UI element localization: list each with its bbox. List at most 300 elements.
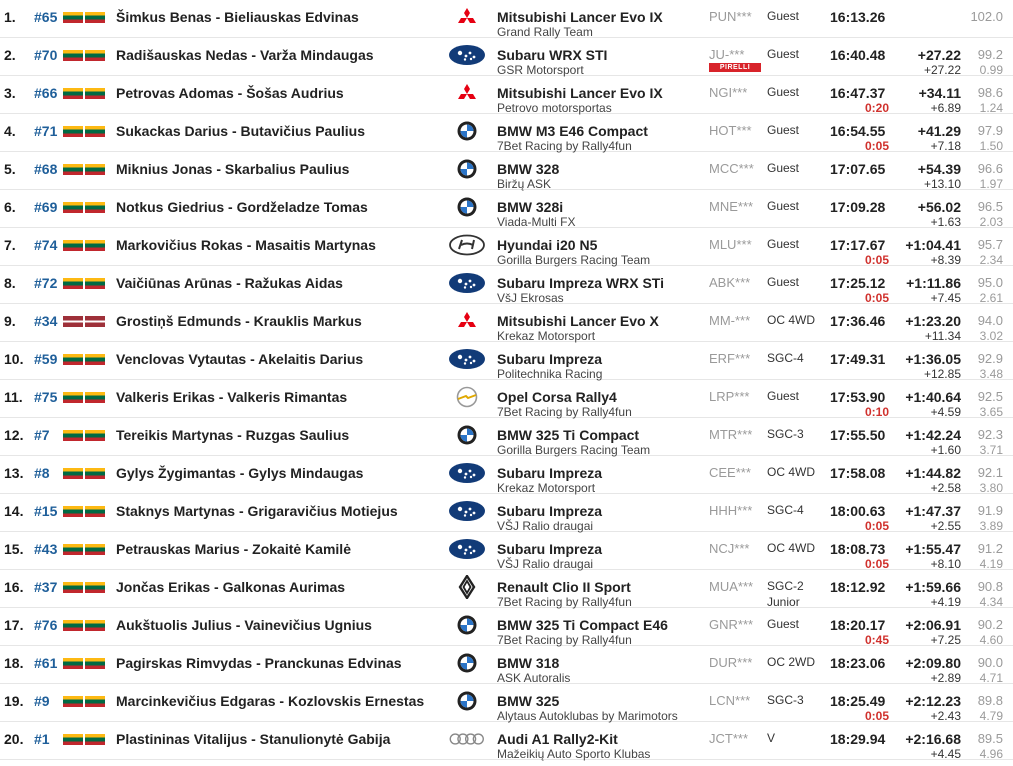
gap-to-previous: +13.10	[923, 177, 961, 191]
gap-to-leader: +1:36.05	[905, 351, 961, 367]
stage-time: 17:53.90	[830, 389, 886, 405]
crew-names[interactable]: Šimkus Benas - Bieliauskas Edvinas	[116, 9, 359, 25]
flag-lt-icon	[63, 88, 83, 99]
bmw-logo	[448, 157, 486, 181]
car-model: Mitsubishi Lancer Evo IX	[497, 9, 663, 25]
crew-names[interactable]: Sukackas Darius - Butavičius Paulius	[116, 123, 365, 139]
team-name: GSR Motorsport	[497, 63, 584, 77]
penalty-time: 0:05	[864, 709, 889, 723]
percent-value: 96.6	[977, 161, 1003, 176]
result-row[interactable]	[0, 418, 1013, 456]
flag-lt-icon	[85, 88, 105, 99]
nationality-flags	[63, 240, 105, 251]
position: 16.	[4, 579, 24, 595]
gap-to-leader: +1:23.20	[905, 313, 961, 329]
crew-names[interactable]: Pagirskas Rimvydas - Pranckunas Edvinas	[116, 655, 402, 671]
subaru-logo	[448, 347, 486, 371]
car-model: Mitsubishi Lancer Evo X	[497, 313, 659, 329]
position: 15.	[4, 541, 24, 557]
result-row[interactable]	[0, 266, 1013, 304]
percent-value: 89.5	[977, 731, 1003, 746]
gap-to-previous: +2.58	[930, 481, 961, 495]
flag-lt-icon	[63, 696, 83, 707]
percent-value: 90.0	[977, 655, 1003, 670]
flag-lt-icon	[63, 658, 83, 669]
result-row[interactable]	[0, 304, 1013, 342]
mitsubishi-logo	[448, 81, 486, 105]
class-label: Guest	[767, 123, 800, 137]
flag-lt-icon	[63, 126, 83, 137]
class-label: SGC-4	[767, 351, 804, 365]
percent-value: 92.3	[977, 427, 1003, 442]
penalty-time: 0:05	[864, 519, 889, 533]
seconds-per-km: 1.97	[979, 177, 1003, 191]
car-number[interactable]: #72	[34, 275, 58, 291]
car-model: Subaru Impreza	[497, 541, 603, 557]
stage-time: 17:25.12	[830, 275, 886, 291]
seconds-per-km: 2.03	[979, 215, 1003, 229]
entry-code: MLU***	[709, 237, 752, 252]
class-label: Guest	[767, 617, 800, 631]
crew-names[interactable]: Vaičiūnas Arūnas - Ražukas Aidas	[116, 275, 343, 291]
flag-lt-icon	[63, 468, 83, 479]
bmw-logo	[448, 119, 486, 143]
team-name: 7Bet Racing by Rally4fun	[497, 139, 632, 153]
flag-lt-icon	[63, 354, 83, 365]
car-number[interactable]: #43	[34, 541, 58, 557]
car-number[interactable]: #59	[34, 351, 58, 367]
flag-lt-icon	[85, 202, 105, 213]
class-label: SGC-3	[767, 693, 804, 707]
team-name: Krekaz Motorsport	[497, 329, 596, 343]
car-model: BMW 325	[497, 693, 560, 709]
percent-value: 102.0	[970, 9, 1003, 24]
nationality-flags	[63, 430, 105, 441]
team-name: Gorilla Burgers Racing Team	[497, 253, 651, 267]
percent-value: 94.0	[977, 313, 1003, 328]
stage-time: 18:25.49	[830, 693, 886, 709]
percent-value: 92.1	[977, 465, 1003, 480]
nationality-flags	[63, 544, 105, 555]
nationality-flags	[63, 468, 105, 479]
flag-lt-icon	[85, 392, 105, 403]
car-model: Subaru Impreza	[497, 465, 603, 481]
entry-code: CEE***	[709, 465, 751, 480]
car-number[interactable]: #65	[34, 9, 58, 25]
class-sublabel: Junior	[767, 595, 800, 609]
car-number[interactable]: #34	[34, 313, 58, 329]
team-name: VŠJ Ralio draugai	[497, 557, 594, 571]
car-model: Subaru Impreza	[497, 503, 603, 519]
gap-to-leader: +1:40.64	[905, 389, 961, 405]
result-row[interactable]	[0, 342, 1013, 380]
seconds-per-km: 3.80	[979, 481, 1003, 495]
gap-to-leader: +1:11.86	[906, 275, 961, 291]
position: 11.	[4, 389, 23, 405]
car-model: Renault Clio II Sport	[497, 579, 631, 595]
flag-lt-icon	[63, 506, 83, 517]
position: 10.	[4, 351, 24, 367]
result-row[interactable]	[0, 722, 1013, 760]
seconds-per-km: 1.24	[979, 101, 1003, 115]
team-name: Mažeikių Auto Sporto Klubas	[497, 747, 651, 761]
gap-to-previous: +8.10	[930, 557, 961, 571]
gap-to-leader: +56.02	[917, 199, 961, 215]
flag-lt-icon	[63, 582, 83, 593]
result-row[interactable]	[0, 0, 1013, 38]
stage-time: 18:20.17	[830, 617, 886, 633]
nationality-flags	[63, 582, 105, 593]
stage-time: 18:29.94	[830, 731, 886, 747]
seconds-per-km: 4.96	[979, 747, 1003, 761]
entry-code: HOT***	[709, 123, 752, 138]
flag-lt-icon	[63, 430, 83, 441]
percent-value: 99.2	[977, 47, 1003, 62]
car-number[interactable]: #75	[34, 389, 58, 405]
entry-code: ERF***	[709, 351, 751, 366]
percent-value: 98.6	[977, 85, 1003, 100]
position: 1.	[4, 9, 16, 25]
result-row[interactable]	[0, 646, 1013, 684]
sponsor-badge: PIRELLI	[709, 63, 761, 72]
crew-names[interactable]: Jončas Erikas - Galkonas Aurimas	[116, 579, 346, 595]
gap-to-leader: +1:04.41	[905, 237, 961, 253]
car-model: Subaru Impreza	[497, 351, 603, 367]
penalty-time: 0:20	[864, 101, 889, 115]
gap-to-previous: +1.60	[930, 443, 961, 457]
gap-to-leader: +2:12.23	[905, 693, 961, 709]
gap-to-leader: +27.22	[917, 47, 961, 63]
stage-time: 17:58.08	[830, 465, 886, 481]
stage-time: 18:00.63	[830, 503, 886, 519]
subaru-logo	[448, 461, 486, 485]
flag-lt-icon	[63, 202, 83, 213]
nationality-flags	[63, 392, 105, 403]
seconds-per-km: 4.19	[979, 557, 1003, 571]
mitsubishi-logo	[448, 309, 486, 333]
gap-to-previous: +7.18	[930, 139, 961, 153]
percent-value: 89.8	[977, 693, 1003, 708]
result-row[interactable]	[0, 76, 1013, 114]
seconds-per-km: 4.79	[979, 709, 1003, 723]
result-row[interactable]	[0, 456, 1013, 494]
car-number[interactable]: #8	[34, 465, 50, 481]
flag-lt-icon	[85, 12, 105, 23]
car-number[interactable]: #9	[34, 693, 50, 709]
result-row[interactable]	[0, 684, 1013, 722]
gap-to-leader: +1:59.66	[905, 579, 961, 595]
team-name: Alytaus Autoklubas by Marimotors	[497, 709, 678, 723]
entry-code: NCJ***	[709, 541, 750, 556]
crew-names[interactable]: Notkus Giedrius - Gordželadze Tomas	[116, 199, 368, 215]
flag-lt-icon	[63, 240, 83, 251]
nationality-flags	[63, 354, 105, 365]
gap-to-leader: +2:16.68	[905, 731, 961, 747]
crew-names[interactable]: Marcinkevičius Edgaras - Kozlovskis Ernestas	[116, 693, 425, 709]
percent-value: 92.9	[977, 351, 1003, 366]
car-number[interactable]: #76	[34, 617, 58, 633]
car-number[interactable]: #37	[34, 579, 58, 595]
flag-lt-icon	[85, 354, 105, 365]
entry-code: JCT***	[709, 731, 749, 746]
crew-names[interactable]: Venclovas Vytautas - Akelaitis Darius	[116, 351, 364, 367]
percent-value: 95.0	[977, 275, 1003, 290]
crew-names[interactable]: Aukštuolis Julius - Vainevičius Ugnius	[116, 617, 372, 633]
entry-code: PUN***	[709, 9, 752, 24]
result-row[interactable]	[0, 228, 1013, 266]
position: 14.	[4, 503, 24, 519]
stage-time: 17:55.50	[830, 427, 886, 443]
result-row[interactable]	[0, 380, 1013, 418]
subaru-logo	[448, 499, 486, 523]
flag-lt-icon	[85, 696, 105, 707]
crew-names[interactable]: Tereikis Martynas - Ruzgas Saulius	[116, 427, 350, 443]
percent-value: 96.5	[977, 199, 1003, 214]
flag-lt-icon	[63, 164, 83, 175]
position: 3.	[4, 85, 16, 101]
gap-to-leader: +2:09.80	[905, 655, 961, 671]
class-label: Guest	[767, 389, 800, 403]
result-row[interactable]	[0, 570, 1013, 608]
nationality-flags	[63, 696, 105, 707]
gap-to-leader: +34.11	[918, 85, 961, 101]
stage-time: 18:12.92	[830, 579, 886, 595]
entry-code: MCC***	[709, 161, 754, 176]
flag-lt-icon	[85, 658, 105, 669]
stage-time: 16:54.55	[830, 123, 886, 139]
stage-time: 18:08.73	[830, 541, 886, 557]
car-number[interactable]: #71	[34, 123, 58, 139]
nationality-flags	[63, 278, 105, 289]
car-model: BMW 325 Ti Compact E46	[497, 617, 668, 633]
nationality-flags	[63, 506, 105, 517]
gap-to-previous: +4.59	[930, 405, 961, 419]
flag-lt-icon	[63, 620, 83, 631]
gap-to-previous: +2.89	[930, 671, 961, 685]
crew-names[interactable]: Valkeris Erikas - Valkeris Rimantas	[116, 389, 348, 405]
percent-value: 95.7	[977, 237, 1003, 252]
team-name: VŠJ Ralio draugai	[497, 519, 594, 533]
gap-to-leader: +1:47.37	[905, 503, 961, 519]
nationality-flags	[63, 50, 105, 61]
gap-to-leader: +54.39	[917, 161, 961, 177]
crew-names[interactable]: Miknius Jonas - Skarbalius Paulius	[116, 161, 350, 177]
entry-code: MNE***	[709, 199, 754, 214]
gap-to-previous: +6.89	[930, 101, 961, 115]
car-model: BMW 328i	[497, 199, 564, 215]
class-label: OC 4WD	[767, 465, 815, 479]
seconds-per-km: 1.50	[979, 139, 1003, 153]
position: 8.	[4, 275, 16, 291]
flag-lt-icon	[85, 278, 105, 289]
stage-time: 17:09.28	[830, 199, 886, 215]
car-number[interactable]: #74	[34, 237, 58, 253]
team-name: 7Bet Racing by Rally4fun	[497, 405, 632, 419]
position: 9.	[4, 313, 16, 329]
result-row[interactable]	[0, 608, 1013, 646]
seconds-per-km: 3.89	[979, 519, 1003, 533]
car-model: Subaru WRX STI	[497, 47, 608, 63]
team-name: Krekaz Motorsport	[497, 481, 596, 495]
result-row[interactable]	[0, 190, 1013, 228]
nationality-flags	[63, 12, 105, 23]
gap-to-previous: +2.43	[930, 709, 961, 723]
entry-code: LRP***	[709, 389, 750, 404]
stage-time: 16:13.26	[830, 9, 886, 25]
nationality-flags	[63, 88, 105, 99]
class-label: Guest	[767, 47, 800, 61]
stage-time: 18:23.06	[830, 655, 886, 671]
crew-names[interactable]: Radišauskas Nedas - Varža Mindaugas	[116, 47, 374, 63]
position: 2.	[4, 47, 16, 63]
gap-to-previous: +1.63	[930, 215, 961, 229]
seconds-per-km: 2.34	[979, 253, 1003, 267]
team-name: Petrovo motorsportas	[497, 101, 612, 115]
position: 4.	[4, 123, 16, 139]
class-label: V	[767, 731, 776, 745]
flag-lt-icon	[63, 12, 83, 23]
seconds-per-km: 4.34	[979, 595, 1003, 609]
position: 20.	[4, 731, 24, 747]
position: 18.	[4, 655, 24, 671]
car-number[interactable]: #68	[34, 161, 58, 177]
stage-time: 16:40.48	[830, 47, 886, 63]
car-number[interactable]: #15	[34, 503, 58, 519]
gap-to-previous: +27.22	[923, 63, 961, 77]
flag-lt-icon	[63, 392, 83, 403]
car-model: BMW 318	[497, 655, 560, 671]
gap-to-previous: +7.45	[930, 291, 961, 305]
car-model: Mitsubishi Lancer Evo IX	[497, 85, 663, 101]
entry-code: JU-***	[709, 47, 745, 62]
team-name: VšJ Ekrosas	[497, 291, 564, 305]
flag-lt-icon	[85, 468, 105, 479]
seconds-per-km: 3.02	[979, 329, 1003, 343]
nationality-flags	[63, 202, 105, 213]
result-row[interactable]	[0, 114, 1013, 152]
crew-names[interactable]: Grostiņš Edmunds - Krauklis Markus	[116, 313, 362, 329]
team-name: 7Bet Racing by Rally4fun	[497, 595, 632, 609]
class-label: Guest	[767, 237, 800, 251]
penalty-time: 0:05	[864, 557, 889, 571]
result-row[interactable]	[0, 532, 1013, 570]
gap-to-previous: +11.34	[924, 329, 961, 343]
crew-names[interactable]: Markovičius Rokas - Masaitis Martynas	[116, 237, 376, 253]
car-number[interactable]: #61	[34, 655, 58, 671]
position: 7.	[4, 237, 16, 253]
entry-code: MUA***	[709, 579, 754, 594]
bmw-logo	[448, 423, 486, 447]
result-row[interactable]	[0, 494, 1013, 532]
crew-names[interactable]: Petrovas Adomas - Šošas Audrius	[116, 85, 344, 101]
car-number[interactable]: #70	[34, 47, 58, 63]
car-number[interactable]: #66	[34, 85, 58, 101]
crew-names[interactable]: Petrauskas Marius - Zokaitė Kamilė	[116, 541, 351, 557]
car-number[interactable]: #69	[34, 199, 58, 215]
percent-value: 91.2	[977, 541, 1003, 556]
gap-to-previous: +4.19	[930, 595, 961, 609]
team-name: Biržų ASK	[497, 177, 552, 191]
crew-names[interactable]: Staknys Martynas - Grigaravičius Motiejus	[116, 503, 398, 519]
class-label: Guest	[767, 275, 800, 289]
flag-lt-icon	[85, 620, 105, 631]
car-model: BMW M3 E46 Compact	[497, 123, 648, 139]
position: 6.	[4, 199, 16, 215]
flag-lv-icon	[85, 316, 105, 327]
car-number[interactable]: #1	[34, 731, 50, 747]
team-name: ASK Autoralis	[497, 671, 571, 685]
subaru-logo	[448, 271, 486, 295]
car-number[interactable]: #7	[34, 427, 50, 443]
seconds-per-km: 4.71	[979, 671, 1003, 685]
class-label: OC 4WD	[767, 541, 815, 555]
nationality-flags	[63, 620, 105, 631]
flag-lt-icon	[85, 164, 105, 175]
flag-lv-icon	[63, 316, 83, 327]
gap-to-previous: +8.39	[930, 253, 961, 267]
stage-time: 17:07.65	[830, 161, 886, 177]
mitsubishi-logo	[448, 5, 486, 29]
position: 19.	[4, 693, 24, 709]
renault-logo	[448, 575, 486, 599]
gap-to-leader: +1:55.47	[905, 541, 961, 557]
percent-value: 91.9	[977, 503, 1003, 518]
gap-to-previous: +4.45	[930, 747, 961, 761]
percent-value: 90.2	[977, 617, 1003, 632]
car-model: BMW 325 Ti Compact	[497, 427, 640, 443]
seconds-per-km: 2.61	[979, 291, 1003, 305]
flag-lt-icon	[85, 430, 105, 441]
class-label: SGC-4	[767, 503, 804, 517]
entry-code: NGI***	[709, 85, 748, 100]
entry-code: MTR***	[709, 427, 753, 442]
seconds-per-km: 3.65	[979, 405, 1003, 419]
subaru-logo	[448, 43, 486, 67]
class-label: SGC-3	[767, 427, 804, 441]
position: 17.	[4, 617, 24, 633]
position: 5.	[4, 161, 16, 177]
audi-logo	[448, 727, 486, 751]
flag-lt-icon	[85, 50, 105, 61]
gap-to-previous: +7.25	[930, 633, 961, 647]
stage-time: 16:47.37	[830, 85, 886, 101]
gap-to-leader: +2:06.91	[905, 617, 961, 633]
result-row[interactable]	[0, 38, 1013, 76]
result-row[interactable]	[0, 152, 1013, 190]
nationality-flags	[63, 658, 105, 669]
entry-code: HHH***	[709, 503, 753, 518]
car-model: Opel Corsa Rally4	[497, 389, 617, 405]
seconds-per-km: 3.71	[979, 443, 1003, 457]
car-model: BMW 328	[497, 161, 560, 177]
penalty-time: 0:05	[864, 253, 889, 267]
entry-code: MM-***	[709, 313, 751, 328]
flag-lt-icon	[85, 506, 105, 517]
entry-code: LCN***	[709, 693, 751, 708]
crew-names[interactable]: Gylys Žygimantas - Gylys Mindaugas	[116, 465, 364, 481]
flag-lt-icon	[85, 240, 105, 251]
penalty-time: 0:05	[864, 139, 889, 153]
gap-to-previous: +2.55	[930, 519, 961, 533]
class-label: OC 4WD	[767, 313, 815, 327]
crew-names[interactable]: Plastininas Vitalijus - Stanulionytė Gabija	[116, 731, 391, 747]
penalty-time: 0:10	[864, 405, 889, 419]
bmw-logo	[448, 689, 486, 713]
seconds-per-km: 4.60	[979, 633, 1003, 647]
gap-to-leader: +1:44.82	[905, 465, 961, 481]
penalty-time: 0:05	[864, 291, 889, 305]
gap-to-leader: +41.29	[917, 123, 961, 139]
